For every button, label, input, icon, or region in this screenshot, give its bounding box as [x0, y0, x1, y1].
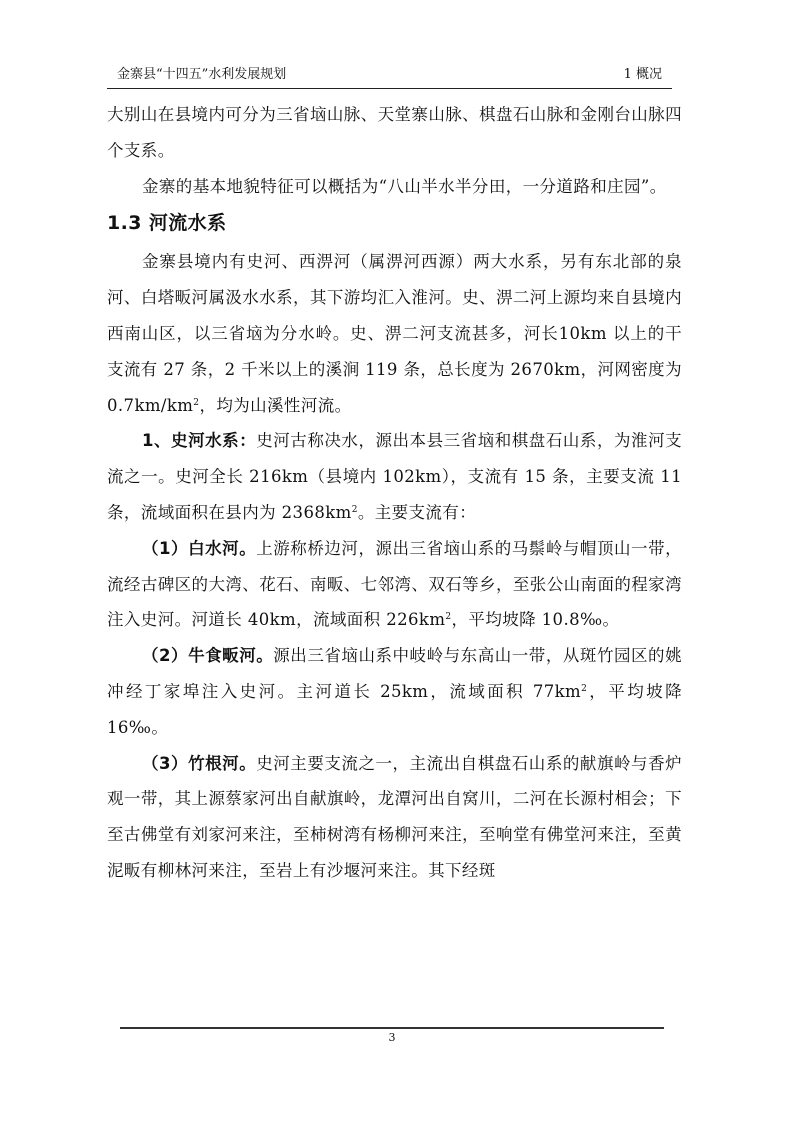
paragraph-landform: 金寨的基本地貌特征可以概括为“八山半水半分田，一分道路和庄园”。 [142, 176, 667, 196]
bold-lead: （2）牛食畈河。 [142, 646, 274, 666]
text-run: 。主要支流有： [357, 502, 477, 522]
text-run: 史河主要支流之一，主流出自棋盘石山系的献旗岭与香炉观一带，其上源蔡家河出自献旗岭，龙潭河出自窝川，二河在长源村相会；下至古佛堂有刘家河来注，至柿树湾有杨柳河来注，至响堂有佛堂河来注，至黄泥畈有柳林河来注，至岩上有沙堰河来注。其下经斑 [107, 753, 683, 880]
text-run: 源出三省垴山系中岐岭与东高山一带，从斑竹园区的姚冲经丁家埠注入史河。主河道长 25km，流域面积 77km [107, 646, 682, 701]
section-title: 1.3 河流水系 [107, 212, 227, 235]
paragraph-niushifan-river [107, 638, 682, 745]
bold-lead: （1）白水河。 [142, 538, 257, 558]
text-run: 史河古称决水，源出本县三省垴和棋盘石山系，为淮河支流之一。史河全长 216km（县境内 102km），支流有 15 条，主要支流 11 条，流域面积在县内为 2368km [107, 431, 683, 522]
bold-lead: （3）竹根河。 [142, 753, 257, 773]
paragraph-mountain-branches: 大别山在县境内可分为三省垴山脉、天堂寨山脉、棋盘石山脉和金刚台山脉四个支系。 [107, 105, 682, 160]
page-header [107, 64, 672, 89]
text-run: ，平均坡降 10.8‰。 [451, 610, 620, 630]
page-body [107, 97, 682, 889]
superscript: 2 [351, 504, 358, 515]
paragraph-zhugen-river [107, 746, 682, 889]
header-chapter-title: 1 概况 [623, 67, 662, 82]
page-number: 3 [388, 1031, 396, 1044]
paragraph-river-systems [107, 244, 682, 423]
superscript: 2 [445, 612, 452, 623]
paragraph-shi-river [107, 423, 682, 530]
superscript: 2 [581, 683, 588, 694]
bold-lead: 1、史河水系： [142, 431, 257, 451]
footer-divider [120, 1027, 664, 1029]
text-run: ，平均坡降16‰。 [107, 681, 683, 737]
text-run: 金寨县境内有史河、西淠河（属淠河西源）两大水系，另有东北部的泉河、白塔畈河属汲水水系，其下游均汇入淮河。史、淠二河上源均来自县境内西南山区，以三省垴为分水岭。史、淠二河支流甚多，河长10km 以上的干支流有 27 条，2 千米以上的溪涧 119 条，总长度为 2670km，河网密度为 0.7km/km [107, 252, 682, 415]
text-run: 上游称桥边河，源出三省垴山系的马鬃岭与帽顶山一带，流经古碑区的大湾、花石、南畈、七邻湾、双石等乡，至张公山南面的程家湾注入史河。河道长 40km，流域面积 226km [107, 538, 683, 630]
header-document-title: 金寨县“十四五”水利发展规划 [117, 67, 287, 82]
superscript: 2 [193, 397, 200, 408]
paragraph-baishui-river [107, 531, 682, 638]
text-run: ，均为山溪性河流。 [199, 395, 352, 415]
